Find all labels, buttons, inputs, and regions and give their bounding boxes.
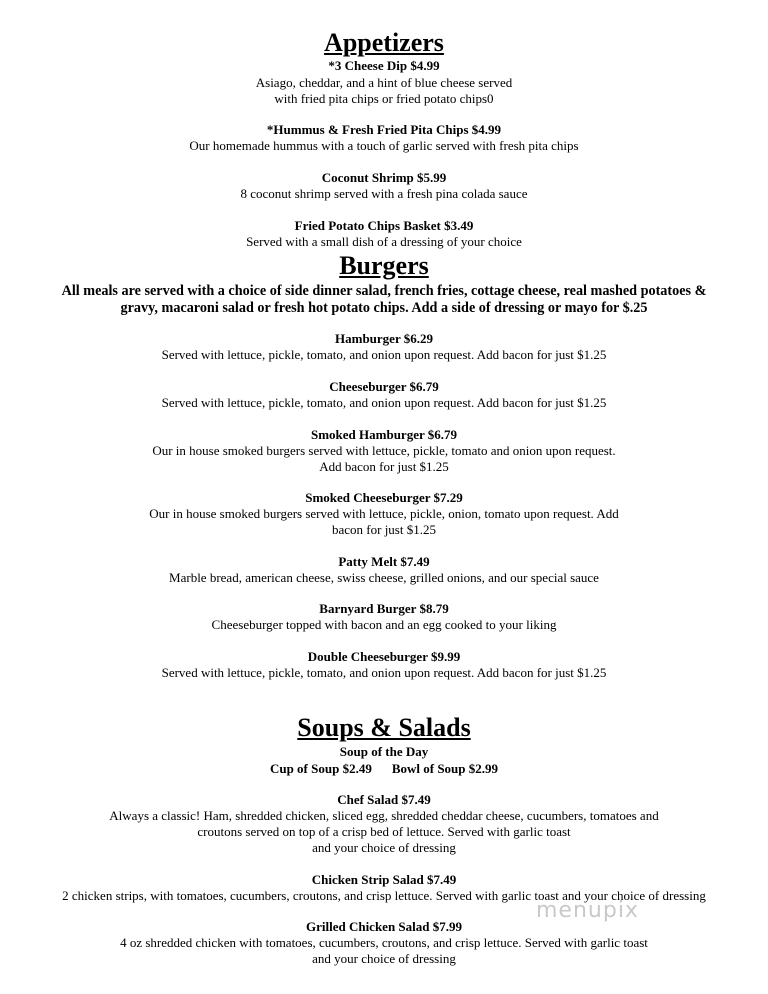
menu-item-desc: with fried pita chips or fried potato chips0 bbox=[274, 91, 494, 106]
menu-item-title: Fried Potato Chips Basket $3.49 bbox=[294, 218, 474, 233]
menu-item-desc: Cheeseburger topped with bacon and an egg cooked to your liking bbox=[211, 617, 557, 632]
menu-item-desc: bacon for just $1.25 bbox=[332, 522, 436, 537]
menu-item-title: Smoked Cheeseburger $7.29 bbox=[305, 490, 463, 505]
menu-item-title: Hamburger $6.29 bbox=[335, 331, 433, 346]
menu-item-desc: Add bacon for just $1.25 bbox=[319, 459, 449, 474]
burgers-intro: All meals are served with a choice of side dinner salad, french fries, cottage cheese, real mashed potatoes & bbox=[61, 283, 707, 299]
menu-item-desc: Served with lettuce, pickle, tomato, and onion upon request. Add bacon for just $1.25 bbox=[161, 395, 607, 410]
burgers-intro: gravy, macaroni salad or fresh hot potato chips. Add a side of dressing or mayo for $.25 bbox=[120, 300, 648, 316]
menu-item-title: Chicken Strip Salad $7.49 bbox=[311, 872, 457, 887]
menu-item-desc: Always a classic! Ham, shredded chicken, sliced egg, shredded cheddar cheese, cucumbers, tomatoes and bbox=[109, 808, 659, 823]
menu-item-desc: and your choice of dressing bbox=[312, 951, 456, 966]
menu-item-desc: Served with lettuce, pickle, tomato, and onion upon request. Add bacon for just $1.25 bbox=[161, 347, 607, 362]
soups-salads-heading: Soups & Salads bbox=[297, 713, 471, 742]
menu-item-title: *Hummus & Fresh Fried Pita Chips $4.99 bbox=[266, 122, 502, 137]
menu-item-title: Chef Salad $7.49 bbox=[337, 792, 431, 807]
appetizers-heading: Appetizers bbox=[324, 28, 444, 57]
menu-item-desc: Our in house smoked burgers served with lettuce, pickle, tomato and onion upon request. bbox=[152, 443, 616, 458]
menu-item-title: Double Cheeseburger $9.99 bbox=[307, 649, 461, 664]
menu-item-desc: Our in house smoked burgers served with lettuce, pickle, onion, tomato upon request. Add bbox=[149, 506, 619, 521]
menu-item-desc: 4 oz shredded chicken with tomatoes, cucumbers, croutons, and crisp lettuce. Served with garlic toast bbox=[120, 935, 648, 950]
menu-item-title: Barnyard Burger $8.79 bbox=[319, 601, 449, 616]
menu-item-desc: Our homemade hummus with a touch of garlic served with fresh pita chips bbox=[189, 138, 579, 153]
bowl-of-soup-price: Bowl of Soup $2.99 bbox=[391, 761, 499, 776]
menu-item-title: Cheeseburger $6.79 bbox=[329, 379, 439, 394]
menu-item-desc: 8 coconut shrimp served with a fresh pina colada sauce bbox=[240, 186, 528, 201]
soup-of-the-day-title: Soup of the Day bbox=[339, 744, 429, 759]
cup-of-soup-price: Cup of Soup $2.49 bbox=[269, 761, 372, 776]
soup-prices bbox=[0, 761, 768, 777]
watermark-logo: menupix bbox=[536, 898, 639, 923]
menu-item-desc: and your choice of dressing bbox=[312, 840, 456, 855]
menu-item-desc: croutons served on top of a crisp bed of lettuce. Served with garlic toast bbox=[197, 824, 571, 839]
menu-item-title: Patty Melt $7.49 bbox=[338, 554, 430, 569]
burgers-heading: Burgers bbox=[339, 251, 429, 280]
menu-item-desc: Asiago, cheddar, and a hint of blue cheese served bbox=[255, 75, 513, 90]
menu-item-title: Smoked Hamburger $6.79 bbox=[310, 427, 457, 442]
menu-item-title: Coconut Shrimp $5.99 bbox=[321, 170, 447, 185]
menu-item-title: Grilled Chicken Salad $7.99 bbox=[305, 919, 463, 934]
menu-item-desc: Served with lettuce, pickle, tomato, and onion upon request. Add bacon for just $1.25 bbox=[161, 665, 607, 680]
menu-item-desc: 2 chicken strips, with tomatoes, cucumbers, croutons, and crisp lettuce. Served with garlic toast and your choice of dressing bbox=[62, 888, 706, 903]
menu-item-title: *3 Cheese Dip $4.99 bbox=[328, 58, 440, 73]
menu-item-desc: Marble bread, american cheese, swiss cheese, grilled onions, and our special sauce bbox=[169, 570, 599, 585]
menu-item-desc: Served with a small dish of a dressing of your choice bbox=[246, 234, 522, 249]
